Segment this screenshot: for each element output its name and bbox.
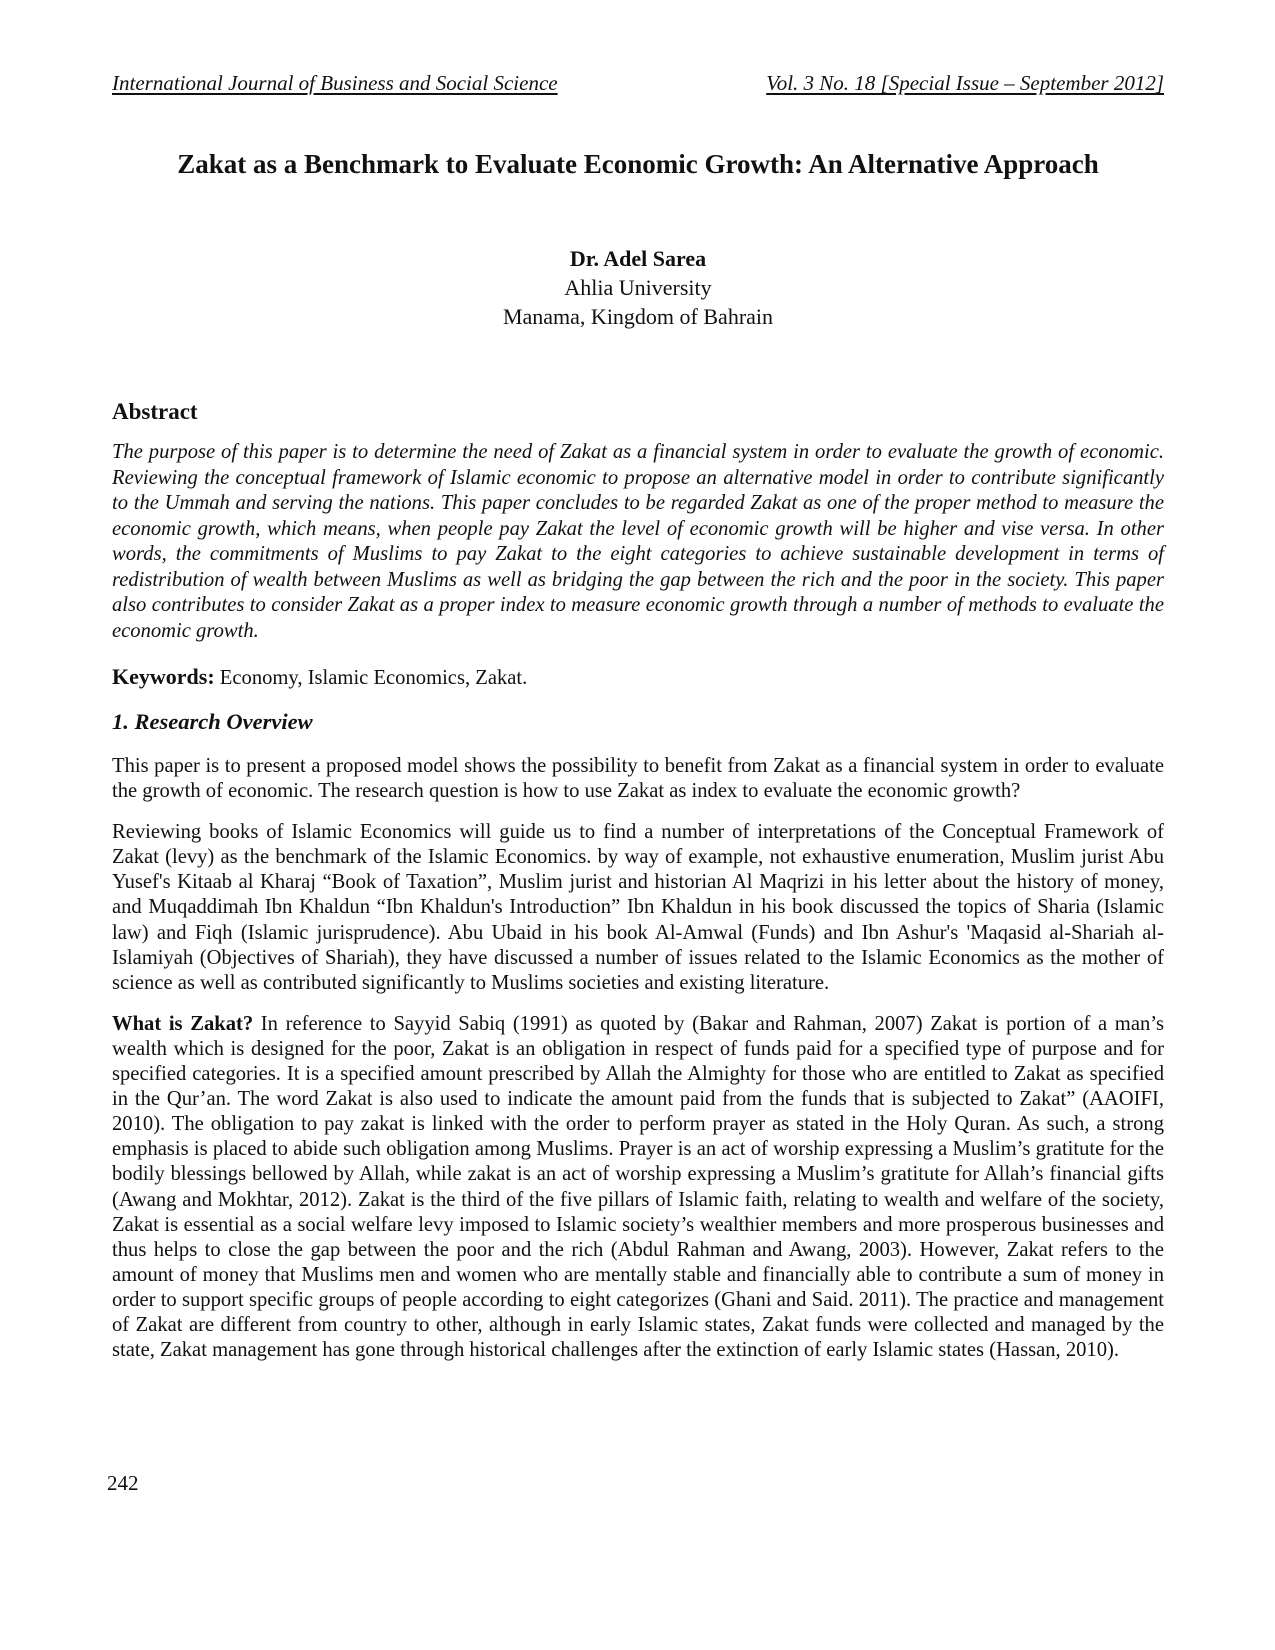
paragraph-3-lead: What is Zakat? bbox=[112, 1012, 254, 1035]
keywords-label: Keywords: bbox=[112, 664, 215, 689]
page-number: 242 bbox=[107, 1471, 139, 1495]
paragraph-2: Reviewing books of Islamic Economics will guide us to find a number of interpretations of the Conceptual Framework of Zakat (levy) as the benchmark of the Islamic Economics. by way of example, not exhaustive enumeration, Muslim jurist Abu Yusef's Kitaab al Kharaj “Book of Taxation”, Muslim jurist and historian Al Maqrizi in his letter about the history of money, and Muqaddimah Ibn Khaldun “Ibn Khaldun's Introduction” Ibn Khaldun in his book discussed the topics of Sharia (Islamic law) and Fiqh (Islamic jurisprudence). Abu Ubaid in his book Al-Amwal (Funds) and Ibn Ashur's 'Maqasid al-Shariah al-Islamiyah (Objectives of Shariah), they have discussed a number of issues related to the Islamic Economics as the mother of science as well as contributed significantly to Muslims societies and existing literature. bbox=[112, 821, 1164, 994]
abstract-heading: Abstract bbox=[112, 399, 198, 424]
keywords-text: Economy, Islamic Economics, Zakat. bbox=[214, 667, 528, 689]
paragraph-1: This paper is to present a proposed model shows the possibility to benefit from Zakat as a financial system in order to evaluate the growth of economic. The research question is how to use Zakat as index to evaluate the economic growth? bbox=[112, 755, 1164, 803]
paper-title: Zakat as a Benchmark to Evaluate Economic Growth: An Alternative Approach bbox=[177, 149, 1099, 179]
keywords bbox=[112, 664, 1164, 691]
paper-page bbox=[112, 70, 1164, 1363]
running-header bbox=[112, 70, 1164, 96]
journal-name: International Journal of Business and Social Science bbox=[112, 71, 558, 95]
issue-info: Vol. 3 No. 18 [Special Issue – September 2012] bbox=[766, 71, 1164, 95]
section-heading: 1. Research Overview bbox=[112, 709, 313, 734]
abstract-text: The purpose of this paper is to determine the need of Zakat as a financial system in order to evaluate the growth of economic. Reviewing the conceptual framework of Islamic economic to propose an alternative model in order to contribute significantly to the Ummah and serving the nations. This paper concludes to be regarded Zakat as one of the proper method to measure the economic growth, which means, when people pay Zakat the level of economic growth will be higher and vise versa. In other words, the commitments of Muslims to pay Zakat to the eight categories to achieve sustainable development in terms of redistribution of wealth between Muslims as well as bridging the gap between the rich and the poor in the society. This paper also contributes to consider Zakat as a proper index to measure economic growth through a number of methods to evaluate the economic growth. bbox=[112, 441, 1164, 642]
author-affiliation: Ahlia University bbox=[564, 275, 712, 300]
paragraph-3-text: In reference to Sayyid Sabiq (1991) as quoted by (Bakar and Rahman, 2007) Zakat is portion of a man’s wealth which is designed for the poor, Zakat is an obligation in respect of funds paid for a specified type of purpose and for specified categories. It is a specified amount prescribed by Allah the Almighty for those who are entitled to Zakat as specified in the Qur’an. The word Zakat is also used to indicate the amount paid from the funds that is subjected to Zakat” (AAOIFI, 2010). The obligation to pay zakat is linked with the order to perform prayer as stated in the Holy Quran. As such, a strong emphasis is placed to abide such obligation among Muslims. Prayer is an act of worship expressing a Muslim’s gratitute for the bodily blessings bellowed by Allah, while zakat is an act of worship expressing a Muslim’s gratitute for Allah’s financial gifts (Awang and Mokhtar, 2012). Zakat is the third of the five pillars of Islamic faith, relating to wealth and welfare of the society, Zakat is essential as a social welfare levy imposed to Islamic society’s wealthier members and more prosperous businesses and thus helps to close the gap between the poor and the rich (Abdul Rahman and Awang, 2003). However, Zakat refers to the amount of money that Muslims men and women who are mentally stable and financially able to contribute a sum of money in order to support specific groups of people according to eight categorizes (Ghani and Said. 2011). The practice and management of Zakat are different from country to other, although in early Islamic states, Zakat funds were collected and managed by the state, Zakat management has gone through historical challenges after the extinction of early Islamic states (Hassan, 2010). bbox=[112, 1012, 1164, 1362]
paragraph-3 bbox=[112, 1012, 1164, 1363]
author-name: Dr. Adel Sarea bbox=[569, 246, 707, 271]
author-location: Manama, Kingdom of Bahrain bbox=[502, 304, 774, 329]
author-block bbox=[112, 244, 1164, 331]
